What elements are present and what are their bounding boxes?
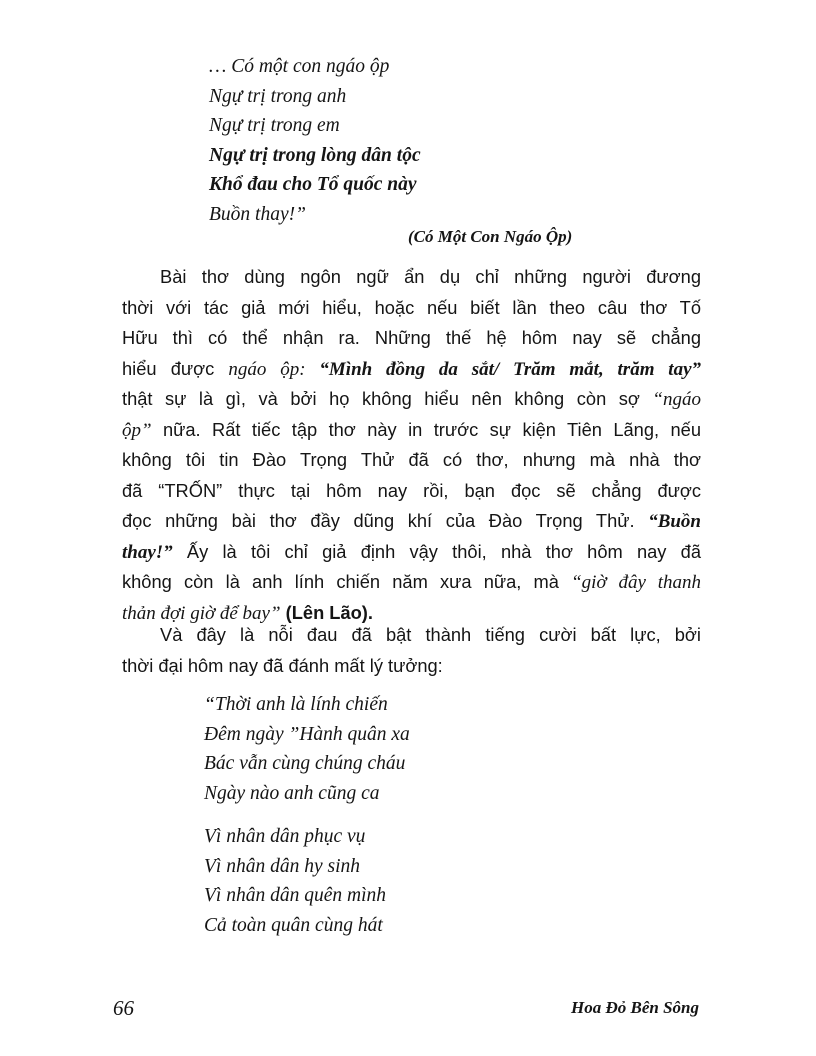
poem-stanza-1 [204,690,410,808]
italic-term: “ngáo [652,389,701,410]
italic-term: ngáo ộp: [228,358,320,380]
paragraph-line: Bài thơ dùng ngôn ngữ ẩn dụ chỉ những người đương [160,266,701,287]
quoted-verse: “Buồn [648,511,701,532]
poem-line: Ngự trị trong lòng dân tộc [209,144,421,166]
poem-line: Buồn thay!” [209,203,306,225]
running-footer-title: Hoa Đỏ Bên Sông [571,998,699,1017]
quoted-verse: “Mình đồng da sắt/ Trăm mắt, trăm tay” [319,358,702,380]
poem-line: Khổ đau cho Tổ quốc này [209,174,417,195]
poem-line: Vì nhân dân hy sinh [204,855,360,877]
page-number: 66 [113,996,134,1020]
text-run: Ấy là tôi chỉ giả định vậy thôi, nhà thơ hôm nay đã [172,540,701,562]
poem-line: Đêm ngày ”Hành quân xa [204,723,410,745]
text-run: đọc những bài thơ đầy dũng khí của Đào Trọng Thử. [122,510,649,531]
italic-term: ộp” [122,419,152,441]
paragraph-transition [122,620,701,681]
poem-line: Vì nhân dân quên mình [204,885,386,906]
paragraph-line: thời với tác giả mới hiểu, hoặc nếu biết lần theo câu thơ Tố [122,296,701,318]
paragraph-line: Hữu thì có thể nhận ra. Những thế hệ hôm nay sẽ chẳng [122,327,701,348]
paragraph-line: Và đây là nỗi đau đã bật thành tiếng cười bất lực, bởi [160,624,701,645]
quoted-verse: “giờ đây thanh [571,572,701,593]
text-run: nữa. Rất tiếc tập thơ này in trước sự kiện Tiên Lãng, nếu [151,418,701,440]
paragraph-line [122,506,701,537]
text-run: thật sự là gì, và bởi họ không hiểu nên không còn sợ [122,388,653,409]
poem-excerpt-top [209,52,421,229]
poem-line: Vì nhân dân phục vụ [204,826,366,847]
paragraph-line: đã “TRỐN” thực tại hôm nay rồi, bạn đọc sẽ chẳng được [122,479,701,501]
paragraph-line [122,415,701,446]
poem-attribution: (Có Một Con Ngáo Ộp) [408,227,573,246]
text-run: hiểu được [122,357,229,379]
paragraph-line: thời đại hôm nay đã đánh mất lý tưởng: [122,654,443,676]
quoted-verse: thay!” [122,541,173,563]
poem-line: Cả toàn quân cùng hát [204,914,383,936]
poem-line: … Có một con ngáo ộp [209,56,390,77]
paragraph-line [122,354,701,385]
paragraph-line [122,567,701,598]
poem-line: Ngự trị trong em [209,115,340,136]
paragraph-analysis [122,262,701,628]
text-run: không còn là anh lính chiến năm xưa nữa, mà [122,571,572,592]
source-title: (Lên Lão). [280,601,373,623]
quoted-verse: thản đợi giờ để bay” [122,602,281,624]
paragraph-line [122,537,701,568]
poem-line: Ngự trị trong anh [209,85,347,107]
poem-line: Bác vẫn cùng chúng cháu [204,753,406,774]
paragraph-line: không tôi tin Đào Trọng Thử đã có thơ, nhưng mà nhà thơ [122,449,701,470]
poem-stanza-2 [204,822,386,940]
poem-line: Ngày nào anh cũng ca [204,782,380,804]
poem-line: “Thời anh là lính chiến [204,694,388,715]
paragraph-line [122,384,701,415]
